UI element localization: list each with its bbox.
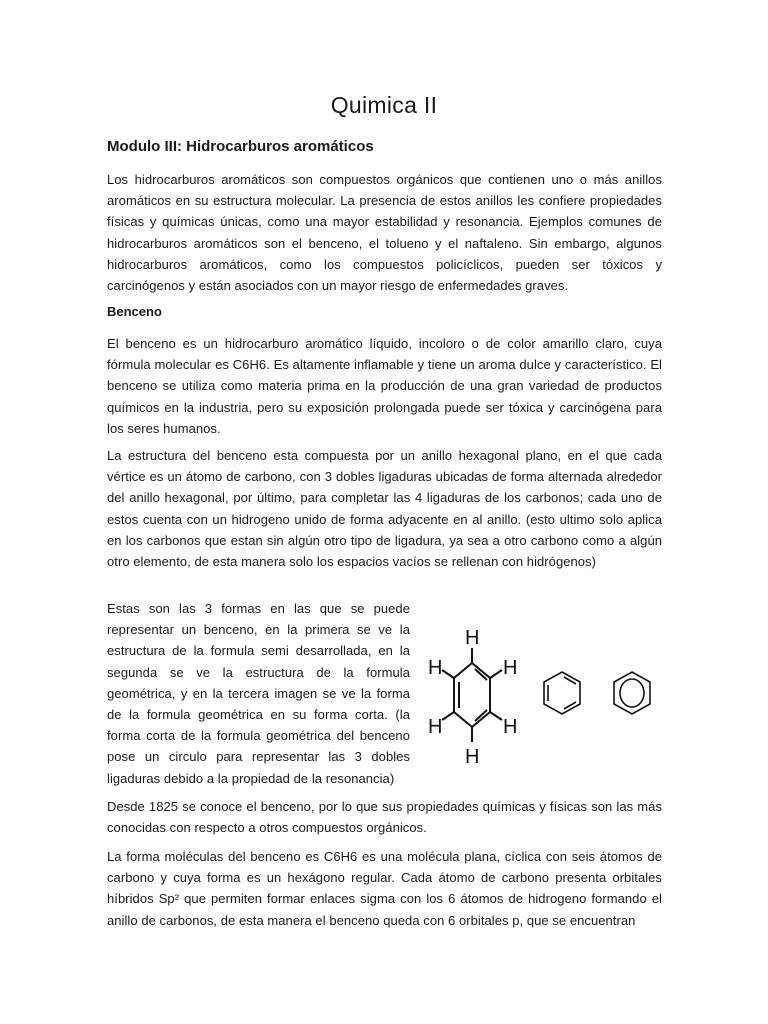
benceno-paragraph-3: Estas son las 3 formas en las que se puede representar un benceno, en la primera se ve la estructura de la formula semi desarrollada, en la segunda se ve la estructura de la formula geométrica, y en la tercera imagen se ve la forma de la formula geométrica en su forma corta. (la forma corta de la formula geométrica del benceno pose un circulo para representar las 3 dobles ligaduras debido a la propiedad de la resonancia): [107, 601, 410, 786]
module-heading: Modulo III: Hidrocarburos aromáticos: [107, 138, 374, 155]
benzene-geometric-structure: [544, 672, 580, 714]
hydrogen-label-bottom: H: [465, 746, 480, 768]
resonance-circle: [620, 679, 644, 707]
page-title: Quimica II: [330, 92, 438, 118]
benzene-structures-diagram: [422, 620, 667, 780]
hydrogen-label-top-left: H: [428, 657, 443, 679]
intro-paragraph: Los hidrocarburos aromáticos son compuestos orgánicos que contienen uno o más anillos aromáticos en su estructura molecular. La presencia de estos anillos les confiere propiedades físicas y químicas únicas, como una mayor estabilidad y resonancia. Ejemplos comunes de hidrocarburos aromáticos son el benceno, el tolueno y el naftaleno. Sin embargo, algunos hidrocarburos aromáticos, como los compuestos policíclicos, pueden ser tóxicos y carcinógenos y están asociados con un mayor riesgo de enfermedades graves.: [107, 172, 662, 294]
benceno-paragraph-2: La estructura del benceno esta compuesta por un anillo hexagonal plano, en el que cada vértice es un átomo de carbono, con 3 dobles ligaduras ubicadas de forma alternada alrededor del anillo hexagonal, por último, para completar las 4 ligaduras de los carbonos; cada uno de estos cuenta con un hidrogeno unido de forma adyacente en al anillo. (esto ultimo solo aplica en los carbonos que estan sin algún otro tipo de ligadura, ya sea a otro carbono como a algún otro elemento, de esta manera solo los espacios vacíos se rellenan con hidrógenos): [107, 448, 662, 570]
hydrogen-label-top-right: H: [503, 657, 518, 679]
benceno-paragraph-1: El benceno es un hidrocarburo aromático líquido, incoloro o de color amarillo claro, cuya fórmula molecular es C6H6. Es altamente inflamable y tiene un aroma dulce y característico. El benceno se utiliza como materia prima en la producción de una gran variedad de productos químicos en la industria, pero su exposición prolongada puede ser tóxica y carcinógena para los seres humanos.: [107, 336, 662, 436]
benceno-heading: Benceno: [107, 304, 162, 319]
benzene-short-structure: [614, 672, 650, 714]
hydrogen-label-top: H: [465, 627, 480, 649]
hydrogen-label-bottom-right: H: [503, 716, 518, 738]
hydrogen-label-bottom-left: H: [428, 716, 443, 738]
benceno-paragraph-5: La forma moléculas del benceno es C6H6 es una molécula plana, cíclica con seis átomos de carbono y cuya forma es un hexágono regular. Cada átomo de carbono presenta orbitales híbridos Sp² que permiten formar enlaces sigma con los 6 átomos de hidrogeno formando el anillo de carbonos, de esta manera el benceno queda con 6 orbitales p, que se encuentran: [107, 849, 662, 928]
benceno-paragraph-4: Desde 1825 se conoce el benceno, por lo que sus propiedades químicas y físicas son las más conocidas con respecto a otros compuestos orgánicos.: [107, 799, 662, 836]
benzene-structures-figure: [422, 620, 667, 780]
hexagon-ring-2: [544, 672, 580, 714]
benzene-semi-developed-structure: [442, 648, 502, 742]
